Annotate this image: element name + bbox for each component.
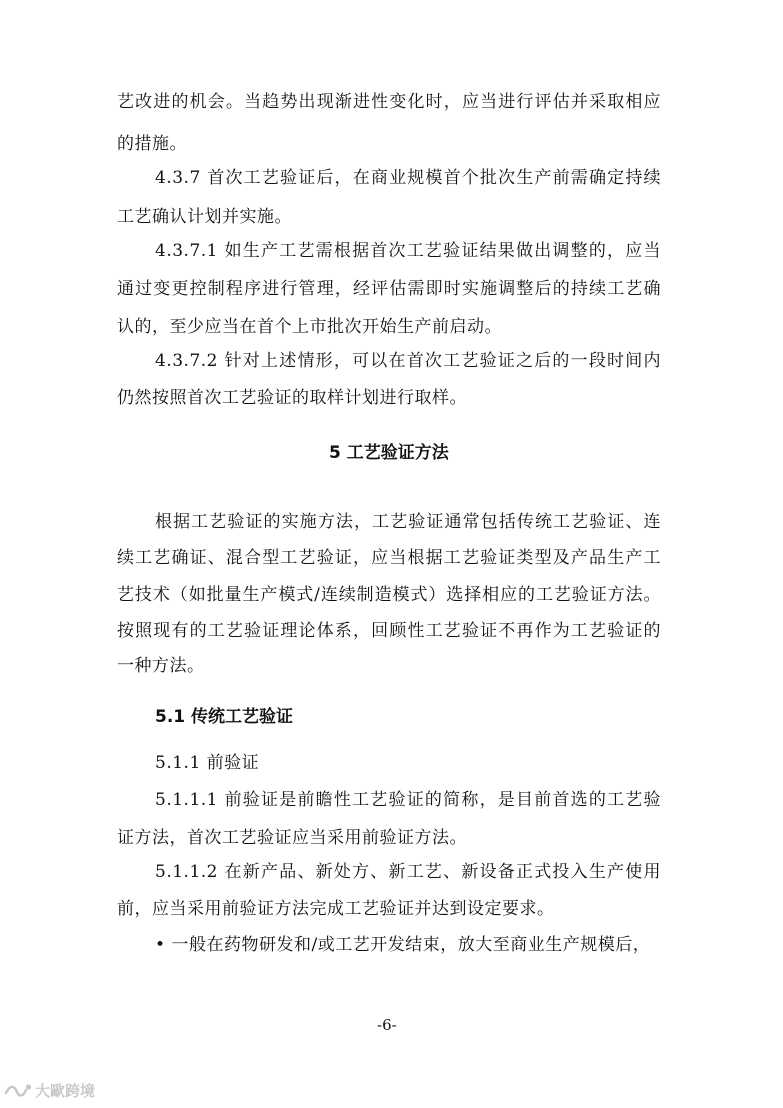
paragraph-line: 5.1.1.2 在新产品、新处方、新工艺、新设备正式投入生产使用	[155, 862, 661, 882]
bullet-item	[155, 935, 650, 955]
paragraph-line: 根据工艺验证的实施方法，工艺验证通常包括传统工艺验证、连	[155, 512, 661, 532]
paragraph-line: 艺改进的机会。当趋势出现渐进性变化时，应当进行评估并采取相应	[117, 92, 661, 112]
section-heading: 5 工艺验证方法	[329, 443, 449, 463]
paragraph-line: 的措施。	[117, 134, 187, 154]
page-number: -6-	[377, 1016, 397, 1034]
paragraph-line: 前，应当采用前验证方法完成工艺验证并达到设定要求。	[117, 899, 555, 919]
bullet-text: 一般在药物研发和/或工艺开发结束，放大至商业生产规模后，	[171, 935, 651, 955]
bullet-icon: •	[155, 935, 166, 955]
paragraph-line: 按照现有的工艺验证理论体系，回顾性工艺验证不再作为工艺验证的	[117, 621, 661, 641]
subsection-heading: 5.1 传统工艺验证	[155, 707, 294, 727]
paragraph-line: 4.3.7.2 针对上述情形，可以在首次工艺验证之后的一段时间内	[155, 351, 661, 371]
paragraph-line: 艺技术（如批量生产模式/连续制造模式）选择相应的工艺验证方法。	[117, 585, 661, 605]
paragraph-line: 证方法，首次工艺验证应当采用前验证方法。	[117, 828, 467, 848]
paragraph-line: 4.3.7.1 如生产工艺需根据首次工艺验证结果做出调整的，应当	[155, 241, 661, 261]
paragraph-line: 一种方法。	[117, 656, 205, 676]
paragraph-line: 续工艺确证、混合型工艺验证，应当根据工艺验证类型及产品生产工	[117, 548, 661, 568]
wave-logo-icon	[4, 1081, 32, 1101]
paragraph-line: 5.1.1.1 前验证是前瞻性工艺验证的简称，是目前首选的工艺验	[155, 790, 661, 810]
paragraph-line: 5.1.1 前验证	[155, 753, 260, 773]
paragraph-line: 认的，至少应当在首个上市批次开始生产前启动。	[117, 317, 502, 337]
paragraph-line: 通过变更控制程序进行管理，经评估需即时实施调整后的持续工艺确	[117, 279, 661, 299]
paragraph-line: 4.3.7 首次工艺验证后，在商业规模首个批次生产前需确定持续	[155, 168, 661, 188]
paragraph-line: 仍然按照首次工艺验证的取样计划进行取样。	[117, 388, 467, 408]
paragraph-line: 工艺确认计划并实施。	[117, 207, 292, 227]
watermark-text: 大歐跨境	[35, 1082, 96, 1100]
watermark	[4, 1080, 95, 1101]
